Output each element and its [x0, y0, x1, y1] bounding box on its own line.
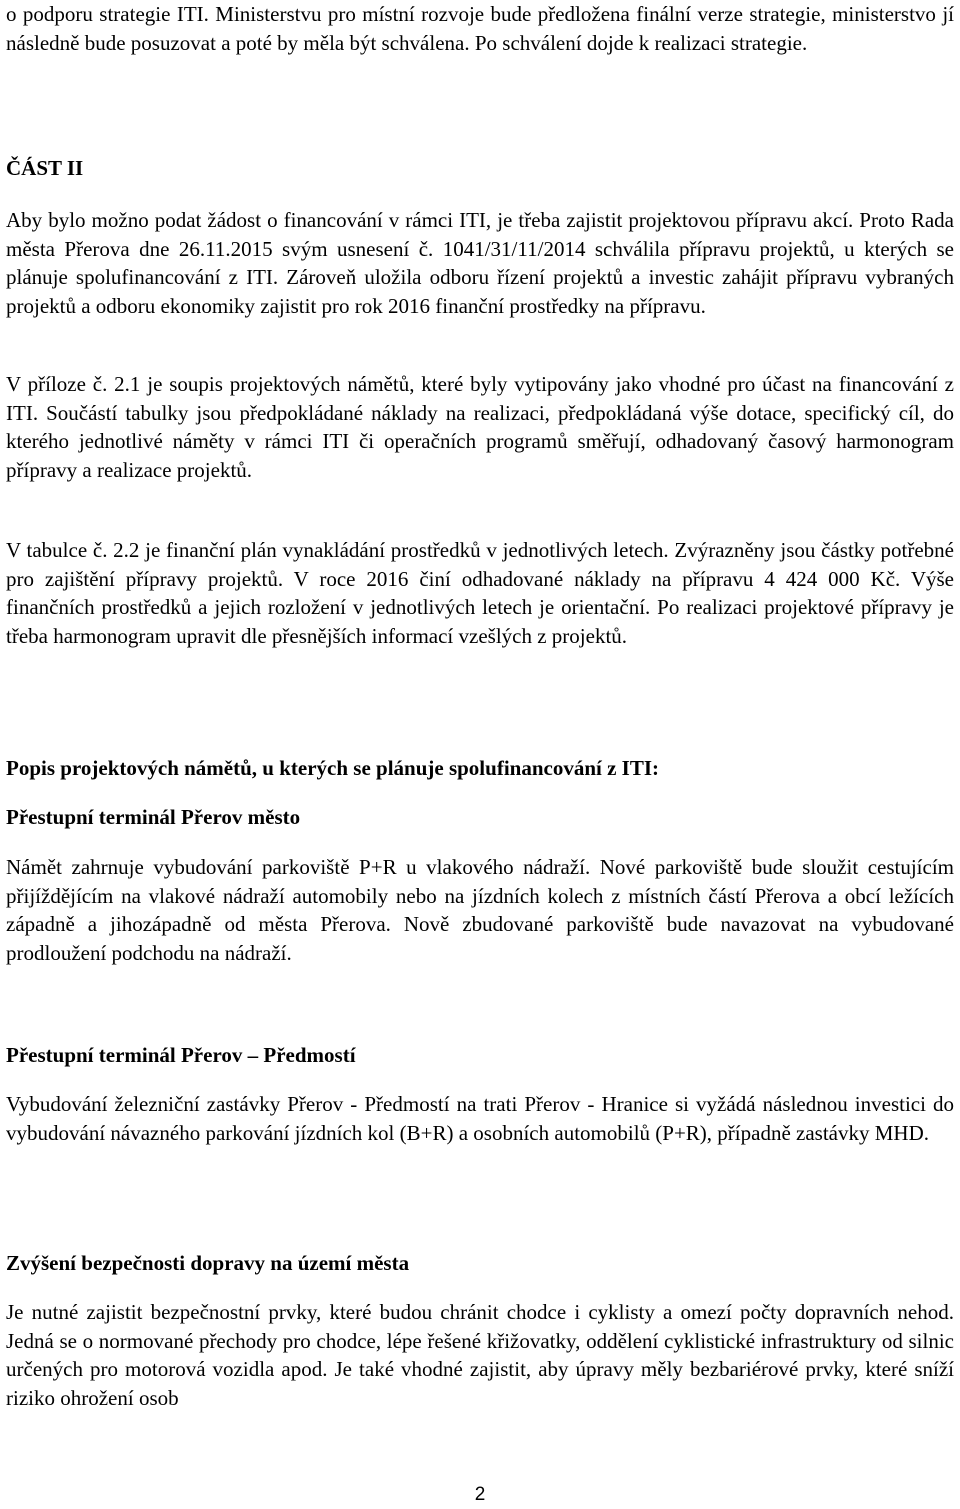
project-1-title: Přestupní terminál Přerov město — [6, 805, 301, 829]
project-2-text: Vybudování železniční zastávky Přerov - Předmostí na trati Přerov - Hranice si vyžádá následnou investici do vybudování návazného parkování jízdních kol (B+R) a osobních automobilů (P+R), případně zastávky MHD. — [6, 1092, 954, 1145]
part-heading: ČÁST II — [6, 156, 84, 180]
project-2-title: Přestupní terminál Přerov – Předmostí — [6, 1043, 356, 1067]
page-number: 2 — [474, 1484, 486, 1505]
intro-paragraph: o podporu strategie ITI. Ministerstvu pro místní rozvoje bude předložena finální verze strategie, ministerstvo jí následně bude posuzovat a poté by měla být schválena. Po schválení dojde k realizaci strategie. — [6, 2, 954, 55]
part-paragraph-2: V příloze č. 2.1 je soupis projektových námětů, které byly vytipovány jako vhodné pro účast na financování z ITI. Součástí tabulky jsou předpokládané náklady na realizaci, předpokládaná výše dotace, specifický cíl, do kterého jednotlivé náměty v rámci ITI či operačních programů směřují, odhadovaný časový harmonogram přípravy a realizace projektů. — [6, 372, 954, 482]
section-heading: Popis projektových námětů, u kterých se plánuje spolufinancování z ITI: — [6, 756, 660, 780]
project-3-text: Je nutné zajistit bezpečnostní prvky, které budou chránit chodce i cyklisty a omezí počty dopravních nehod. Jedná se o normované přechody pro chodce, lépe řešené křižovatky, oddělení cyklistické infrastruktury od silnic určených pro motorová vozidla apod. Je také vhodné zajistit, aby úpravy měly bezbariérové prvky, které sníží riziko ohrožení osob — [6, 1300, 954, 1410]
part-paragraph-3: V tabulce č. 2.2 je finanční plán vynakládání prostředků v jednotlivých letech. Zvýrazněny jsou částky potřebné pro zajištění přípravy projektů. V roce 2016 činí odhadované náklady na přípravu 4 424 000 Kč. Výše finančních prostředků a jejich rozložení v jednotlivých letech je orientační. Po realizaci projektové přípravy je třeba harmonogram upravit dle přesnějších informací vzešlých z projektů. — [6, 538, 954, 648]
project-1-text: Námět zahrnuje vybudování parkoviště P+R u vlakového nádraží. Nové parkoviště bude sloužit cestujícím přijíždějícím na vlakové nádraží automobily nebo na jízdních kolech z místních částí Přerova a obcí ležících západně a jihozápadně od města Přerova. Nově zbudované parkoviště bude navazovat na vybudované prodloužení podchodu na nádraží. — [6, 855, 954, 965]
part-paragraph-1: Aby bylo možno podat žádost o financování v rámci ITI, je třeba zajistit projektovou přípravu akcí. Proto Rada města Přerova dne 26.11.2015 svým usnesení č. 1041/31/11/2014 schválila přípravu projektů, u kterých se plánuje spolufinancování z ITI. Zároveň uložila odboru řízení projektů a investic zahájit přípravu vybraných projektů a odboru ekonomiky zajistit pro rok 2016 finanční prostředky na přípravu. — [6, 208, 954, 318]
project-3-title: Zvýšení bezpečnosti dopravy na území města — [6, 1251, 410, 1275]
